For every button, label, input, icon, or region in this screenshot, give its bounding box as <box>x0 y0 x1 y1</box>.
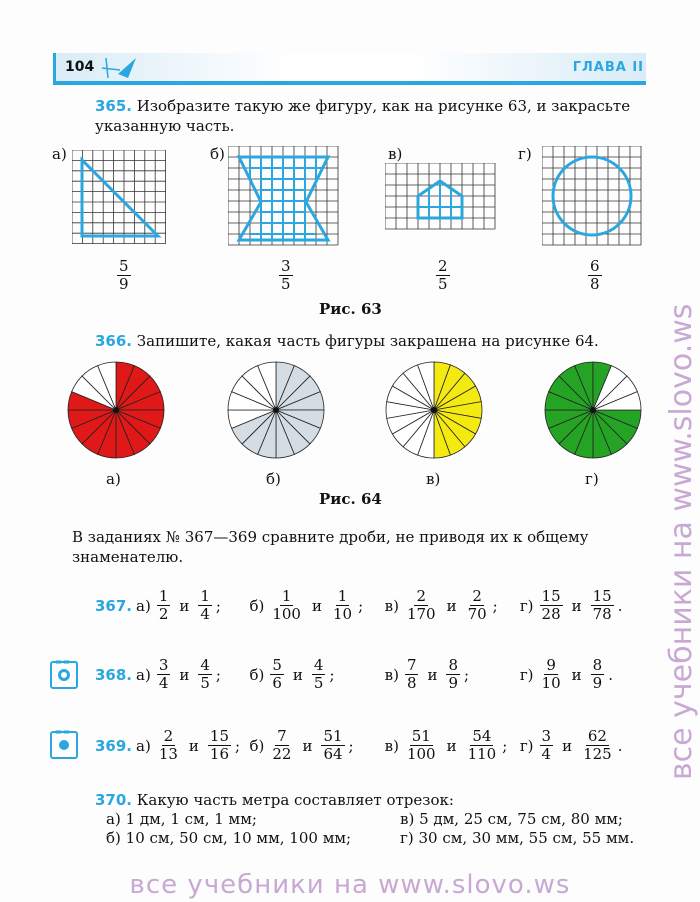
fraction: $\frac{15}{28}$ <box>541 587 561 623</box>
fig64-label-b: б) <box>266 470 281 488</box>
fraction: $\frac{4}{5}$ <box>313 656 324 692</box>
task-369: 369. а) $\frac{2}{13}$ и $\frac{15}{16}$ ; б) $\frac{7}{22}$ и $\frac{51}{64}$ ; в) $\frac{51}{100}$ и $\frac{54}{110}$ ; г) $\frac{3}{4}$ и $\frac{62}{125}$ . <box>95 728 655 763</box>
fraction: $\frac{8}{9}$ <box>448 656 459 692</box>
fraction: $\frac{4}{5}$ <box>200 656 210 692</box>
paper-plane-icon <box>100 54 140 82</box>
fig63-fraction-a: $\frac{5}{9}$ <box>119 257 129 293</box>
notebook-icon: ꝏꝏ <box>50 661 78 689</box>
circle-b <box>226 360 326 460</box>
fraction: $\frac{1}{10}$ <box>332 587 353 623</box>
fraction: $\frac{62}{125}$ <box>583 727 612 763</box>
watermark-bottom: все учебники на www.slovo.ws <box>129 870 571 900</box>
intro-text: В заданиях № 367—369 сравните дроби, не приводя их к общему знаменателю. <box>72 528 589 566</box>
fraction: $\frac{2}{170}$ <box>406 587 436 623</box>
fraction: $\frac{54}{110}$ <box>467 727 497 763</box>
comparison-item: в) $\frac{7}{8}$ и $\frac{8}{9}$ ; <box>384 656 470 692</box>
fraction: $\frac{1}{4}$ <box>200 587 210 623</box>
fig64-label-a: а) <box>106 470 121 488</box>
fraction: $\frac{8}{9}$ <box>592 656 603 692</box>
grid-figure-a <box>72 150 168 246</box>
task-370-v: в) 5 дм, 25 см, 75 см, 80 мм; <box>400 810 623 828</box>
pie-center <box>273 407 279 413</box>
pie-center <box>431 407 437 413</box>
notebook-icon: ꝏꝏ <box>50 731 78 759</box>
task-366-text: Запишите, какая часть фигуры закрашена на рисунке 64. <box>136 332 599 350</box>
task-370-a: а) 1 дм, 1 см, 1 мм; <box>106 810 257 828</box>
fraction: $\frac{1}{2}$ <box>158 587 169 623</box>
fraction: $\frac{51}{100}$ <box>406 727 436 763</box>
comparison-item: б) $\frac{7}{22}$ и $\frac{51}{64}$ ; <box>249 727 354 763</box>
fraction: $\frac{5}{6}$ <box>272 656 282 692</box>
fig64-caption: Рис. 64 <box>319 490 382 508</box>
comparison-item: г) $\frac{15}{28}$ и $\frac{15}{78}$ . <box>519 587 623 623</box>
task-370-b: б) 10 см, 50 см, 10 мм, 100 мм; <box>106 829 352 847</box>
circle-a <box>66 360 166 460</box>
fig64-label-v: в) <box>426 470 441 488</box>
comparison-item: б) $\frac{1}{100}$ и $\frac{1}{10}$ ; <box>249 587 364 623</box>
pie-center <box>590 407 596 413</box>
task-370-g: г) 30 см, 30 мм, 55 см, 55 мм. <box>400 829 635 847</box>
grid-figure-v <box>385 163 497 233</box>
fig63-label-v: в) <box>388 145 403 163</box>
circle-v <box>384 360 484 460</box>
comparison-item: г) $\frac{9}{10}$ и $\frac{8}{9}$ . <box>519 656 613 692</box>
fig63-label-b: б) <box>210 145 225 163</box>
grid-figure-g <box>542 146 646 250</box>
circle-g <box>543 360 643 460</box>
fraction: $\frac{51}{64}$ <box>323 727 343 763</box>
fraction: $\frac{2}{70}$ <box>467 587 487 623</box>
task-365-text-2: указанную часть. <box>95 117 235 135</box>
task-370: 370. Какую часть метра составляет отрезок: <box>95 791 454 809</box>
fraction: $\frac{7}{8}$ <box>406 656 417 692</box>
fig63-fraction-b: $\frac{3}{5}$ <box>281 257 291 293</box>
fraction: $\frac{3}{4}$ <box>158 656 169 692</box>
fig63-label-g: г) <box>518 145 532 163</box>
task-365: 365. Изобразите такую же фигуру, как на рисунке 63, и закрасьте указанную часть. <box>95 97 631 135</box>
fig64-label-g: г) <box>585 470 599 488</box>
fraction: $\frac{9}{10}$ <box>541 656 561 692</box>
comparison-item: в) $\frac{51}{100}$ и $\frac{54}{110}$ ; <box>384 727 508 763</box>
task-367: 367. а) $\frac{1}{2}$ и $\frac{1}{4}$ ; б) $\frac{1}{100}$ и $\frac{1}{10}$ ; в) $\frac{2}{170}$ и $\frac{2}{70}$ ; г) $\frac{15}{28}$ и $\frac{15}{78}$ . <box>95 588 655 623</box>
comparison-item: г) $\frac{3}{4}$ и $\frac{62}{125}$ . <box>519 727 623 763</box>
grid-figure-b <box>228 146 342 250</box>
task-370-text: Какую часть метра составляет отрезок: <box>136 791 454 809</box>
comparison-item: а) $\frac{2}{13}$ и $\frac{15}{16}$ ; <box>136 727 241 763</box>
pie-center <box>113 407 119 413</box>
comparison-item: а) $\frac{3}{4}$ и $\frac{4}{5}$ ; <box>136 656 221 692</box>
task-365-text-1: Изобразите такую же фигуру, как на рисунке 63, и закрасьте <box>136 97 631 115</box>
page-number: 104 <box>65 59 95 75</box>
task-366: 366. Запишите, какая часть фигуры закрашена на рисунке 64. <box>95 332 599 350</box>
comparison-item: б) $\frac{5}{6}$ и $\frac{4}{5}$ ; <box>249 656 335 692</box>
comparison-item: в) $\frac{2}{170}$ и $\frac{2}{70}$ ; <box>384 587 498 623</box>
fraction: $\frac{15}{16}$ <box>209 727 229 763</box>
fraction: $\frac{1}{100}$ <box>272 587 301 623</box>
chapter-title: ГЛАВА II <box>572 60 644 75</box>
fig63-caption: Рис. 63 <box>319 300 382 318</box>
fig63-fraction-v: $\frac{2}{5}$ <box>438 257 448 293</box>
task-368: 368. а) $\frac{3}{4}$ и $\frac{4}{5}$ ; б) $\frac{5}{6}$ и $\frac{4}{5}$ ; в) $\frac{7}{8}$ и $\frac{8}{9}$ ; г) $\frac{9}{10}$ и $\frac{8}{9}$ . <box>95 657 655 692</box>
watermark-side: все учебники на www.slovo.ws <box>664 303 699 780</box>
fraction: $\frac{15}{78}$ <box>592 587 612 623</box>
fig63-label-a: а) <box>52 145 67 163</box>
fraction: $\frac{2}{13}$ <box>158 727 178 763</box>
fraction: $\frac{3}{4}$ <box>541 727 552 763</box>
fig63-fraction-g: $\frac{6}{8}$ <box>590 257 600 293</box>
header-bar <box>56 53 646 85</box>
fraction: $\frac{7}{22}$ <box>272 727 292 763</box>
comparison-item: а) $\frac{1}{2}$ и $\frac{1}{4}$ ; <box>136 587 221 623</box>
